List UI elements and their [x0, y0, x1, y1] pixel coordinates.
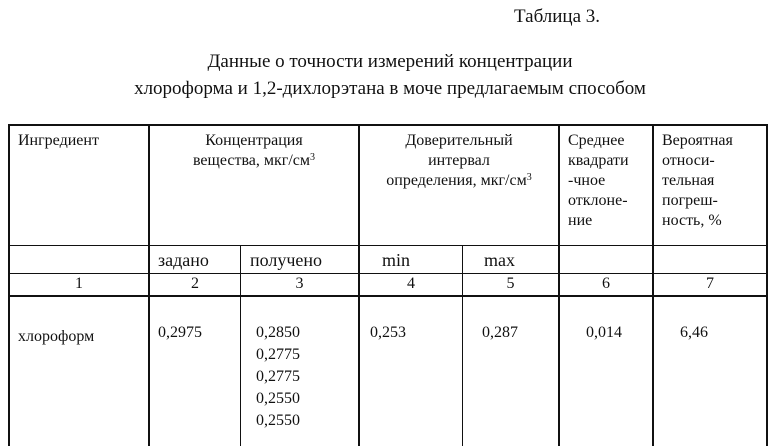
- header-concentration: Концентрация вещества, мкг/$см^3$: [192, 132, 316, 169]
- table-title-line-2: хлороформа и 1,2-дихлорэтана в моче предлагаемым способом: [134, 78, 646, 99]
- column-number-5: 5: [506, 275, 515, 292]
- header-ingredient: Ингредиент: [18, 132, 99, 149]
- column-number-4: 4: [407, 275, 415, 292]
- row-max: 0,287: [482, 324, 518, 341]
- obtained-value: 0,2775: [256, 368, 300, 385]
- table-label: Таблица 3.: [514, 6, 601, 27]
- subheader-given: задано: [158, 250, 209, 270]
- table-top-border: [8, 124, 768, 126]
- header-sub-divider: [8, 245, 768, 246]
- obtained-value: 0,2850: [256, 324, 300, 341]
- subheader-min: min: [382, 250, 411, 270]
- row-ingredient: хлороформ: [18, 328, 95, 345]
- header-confidence-interval: Доверительный интервал определения, мкг/$см^3$: [386, 132, 532, 189]
- subheader-obtained: получено: [250, 250, 323, 270]
- column-number-7: 7: [706, 275, 714, 292]
- column-number-3: 3: [295, 275, 304, 292]
- obtained-value: 0,2550: [256, 390, 300, 407]
- column-number-2: 2: [191, 275, 199, 292]
- number-row-divider: [8, 295, 768, 297]
- row-min: 0,253: [370, 324, 406, 341]
- column-number-1: 1: [75, 275, 83, 292]
- table-right-border: [766, 124, 768, 446]
- table-title-line-1: Данные о точности измерений концентрации: [207, 51, 573, 72]
- header-probable-error: Вероятная относи- тельная погреш- ность, %: [662, 132, 733, 229]
- row-given: 0,2975: [158, 324, 202, 341]
- obtained-value: 0,2550: [256, 412, 300, 429]
- header-stddev: Среднее квадрати -чное отклоне- ние: [568, 132, 629, 229]
- subheader-max: max: [484, 250, 515, 270]
- row-probable-error: 6,46: [680, 324, 708, 341]
- column-number-6: 6: [602, 275, 610, 292]
- obtained-value: 0,2775: [256, 346, 300, 363]
- row-stddev: 0,014: [586, 324, 622, 341]
- row-obtained-list: [256, 322, 300, 432]
